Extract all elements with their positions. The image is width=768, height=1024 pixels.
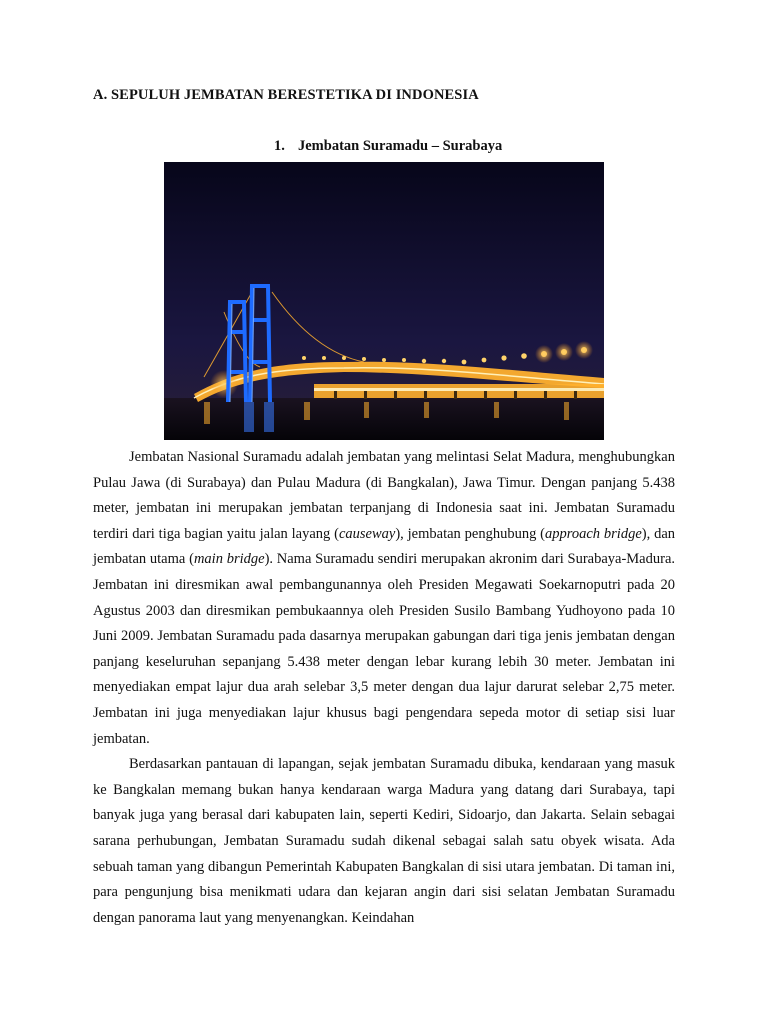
italic-term-causeway: causeway: [338, 525, 396, 542]
section-heading: A. SEPULUH JEMBATAN BERESTETIKA DI INDONESIA: [93, 87, 479, 103]
italic-term-approach-bridge: approach bridge: [545, 525, 642, 542]
bridge-photo: [164, 162, 604, 440]
item-title: Jembatan Suramadu – Surabaya: [298, 138, 503, 154]
item-number: 1.: [274, 138, 285, 154]
sea-water: [164, 398, 604, 440]
paragraph-1: Jembatan Nasional Suramadu adalah jembatan yang melintasi Selat Madura, menghubungkan Pulau Jawa (di Surabaya) dan Pulau Madura (di Bangkalan), Jawa Timur. Dengan panjang 5.438 meter, jembatan ini merupakan jembatan terpanjang di Indonesia saat ini. Jembatan Suramadu terdiri dari tiga bagian yaitu jalan layang (causeway), jembatan penghubung (approach bridge), dan jembatan utama (main bridge). Nama Suramadu sendiri merupakan akronim dari Surabaya-Madura. Jembatan ini diresmikan awal pembangunannya oleh Presiden Megawati Soekarnoputri pada 20 Agustus 2003 dan diresmikan pembukaannya oleh Presiden Susilo Bambang Yudhoyono pada 10 Juni 2009. Jembatan Suramadu pada dasarnya merupakan gabungan dari tiga jenis jembatan dengan panjang keseluruhan sepanjang 5.438 meter dengan lebar kurang lebih 30 meter. Jembatan ini menyediakan empat lajur dua arah selebar 3,5 meter dengan dua lajur darurat selebar 2,75 meter. Jembatan ini juga menyediakan lajur khusus bagi pengendara sepeda motor di setiap sisi luar jembatan.: [93, 449, 676, 747]
paragraph-2: Berdasarkan pantauan di lapangan, sejak jembatan Suramadu dibuka, kendaraan yang masuk ke Bangkalan memang bukan hanya kendaraan warga Madura yang datang dari Surabaya, tapi banyak juga yang berasal dari kabupaten lain, seperti Kediri, Sidoarjo, dan Jakarta. Selain sebagai sarana perhubungan, Jembatan Suramadu sudah dikenal sebagai salah satu obyek wisata. Ada sebuah taman yang dibangun Pemerintah Kabupaten Bangkalan di sisi utara jembatan. Di taman ini, para pengunjung bisa menikmati udara dan kejaran angin dari sisi selatan Jembatan Suramadu dengan panorama laut yang menyenangkan. Keindahan: [93, 756, 675, 926]
italic-term-main-bridge: main bridge: [193, 551, 265, 568]
item-heading: [274, 138, 502, 155]
body-text: [93, 445, 675, 931]
